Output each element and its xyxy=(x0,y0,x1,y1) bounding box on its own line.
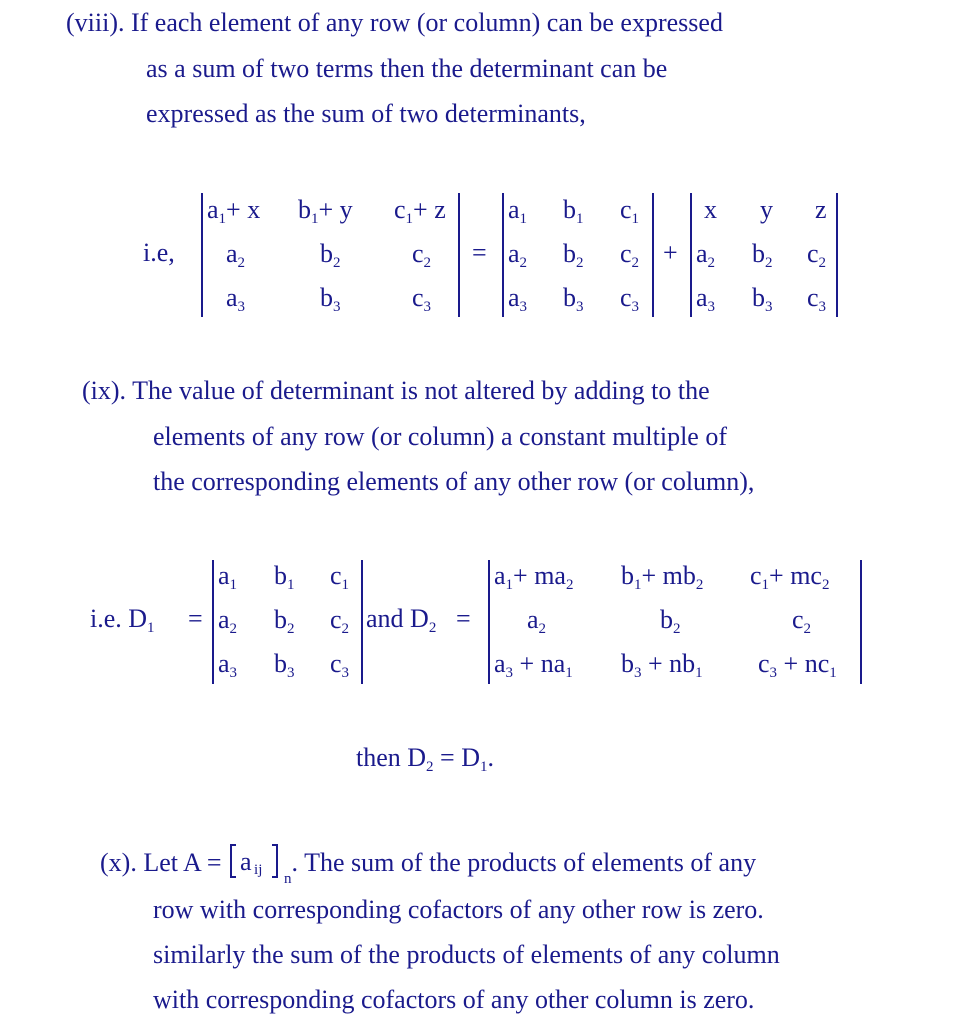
determinant-bar xyxy=(652,193,654,317)
matrix-entry: $a_2$ xyxy=(226,239,246,271)
equals-sign: = xyxy=(188,604,203,633)
matrix-entry: $b_1$ xyxy=(274,561,295,593)
matrix-entry: $b_1$ xyxy=(563,195,584,227)
matrix-entry: $c_2$ xyxy=(620,239,640,271)
matrix-entry: $a_3$ xyxy=(218,649,238,681)
matrix-entry: $b_3 + nb_1$ xyxy=(621,649,703,681)
matrix-entry: $a_3 + na_1$ xyxy=(494,649,573,681)
matrix-entry: $b_2$ xyxy=(752,239,773,271)
equals-sign: = xyxy=(472,238,487,267)
determinant-bar xyxy=(361,560,363,684)
matrix-entry: $a_2$ xyxy=(218,605,238,637)
determinant-bar xyxy=(836,193,838,317)
matrix-entry: $a_2$ xyxy=(508,239,528,271)
determinant-bar xyxy=(860,560,862,684)
matrix-entry: $a_2$ xyxy=(527,605,547,637)
determinant-bar xyxy=(212,560,214,684)
matrix-entry: $c_3 + nc_1$ xyxy=(758,649,837,681)
matrix-entry: $c_3$ xyxy=(807,283,827,315)
matrix-entry: $c_1$ xyxy=(330,561,350,593)
equals-sign: = xyxy=(456,604,471,633)
matrix-entry: $a_1+ ma_2$ xyxy=(494,561,574,593)
matrix-entry: $b_3$ xyxy=(274,649,295,681)
matrix-entry: $a_3$ xyxy=(226,283,246,315)
matrix-entry: $a_1$ xyxy=(218,561,238,593)
matrix-entry: $b_3$ xyxy=(320,283,341,315)
matrix-bracket: a ij xyxy=(228,845,282,881)
matrix-entry: $c_3$ xyxy=(620,283,640,315)
matrix-entry: $c_2$ xyxy=(412,239,432,271)
determinant-bar xyxy=(502,193,504,317)
matrix-entry: $a_1+ x$ xyxy=(207,195,261,227)
ix-line-2: elements of any row (or column) a constant multiple of xyxy=(153,422,728,451)
matrix-entry: z xyxy=(815,195,827,224)
matrix-entry: $b_2$ xyxy=(660,605,681,637)
matrix-entry: $a_1$ xyxy=(508,195,528,227)
matrix-entry: $b_3$ xyxy=(563,283,584,315)
matrix-entry: $c_1+ z$ xyxy=(394,195,446,227)
matrix-entry: $c_1+ mc_2$ xyxy=(750,561,830,593)
matrix-entry: $c_3$ xyxy=(330,649,350,681)
x-line-3: similarly the sum of the products of elements of any column xyxy=(153,940,780,969)
ix-line-3: the corresponding elements of any other row (or column), xyxy=(153,467,755,496)
determinant-bar xyxy=(488,560,490,684)
matrix-entry: $b_1+ y$ xyxy=(298,195,353,227)
matrix-entry: $a_2$ xyxy=(696,239,716,271)
matrix-entry: $a_3$ xyxy=(508,283,528,315)
and-d2-label: and $D_2$ xyxy=(366,604,437,636)
matrix-entry: $b_2$ xyxy=(563,239,584,271)
x-line-2: row with corresponding cofactors of any other row is zero. xyxy=(153,895,764,924)
matrix-entry: $c_2$ xyxy=(807,239,827,271)
viii-line-3: expressed as the sum of two determinants, xyxy=(146,99,586,128)
matrix-entry: $a_3$ xyxy=(696,283,716,315)
matrix-entry: $b_2$ xyxy=(320,239,341,271)
ix-line-1: (ix). The value of determinant is not altered by adding to the xyxy=(82,376,710,405)
matrix-entry: y xyxy=(760,195,773,224)
ie-d1-label: i.e. $D_1$ xyxy=(90,604,155,636)
determinant-bar xyxy=(690,193,692,317)
determinant-bar xyxy=(458,193,460,317)
ie-label: i.e, xyxy=(143,238,175,267)
determinant-bar xyxy=(201,193,203,317)
plus-sign: + xyxy=(663,238,678,267)
x-line-1: (x). Let A = a ij n. The sum of the products of elements of any xyxy=(100,847,757,887)
x-line-4: with corresponding cofactors of any other column is zero. xyxy=(153,985,755,1014)
matrix-entry: $b_3$ xyxy=(752,283,773,315)
matrix-entry: x xyxy=(704,195,717,224)
matrix-entry: $c_3$ xyxy=(412,283,432,315)
matrix-entry: $c_2$ xyxy=(792,605,812,637)
matrix-entry: $b_1+ mb_2$ xyxy=(621,561,704,593)
matrix-entry: $c_2$ xyxy=(330,605,350,637)
viii-line-2: as a sum of two terms then the determinant can be xyxy=(146,54,668,83)
matrix-entry: $c_1$ xyxy=(620,195,640,227)
then-d2-equals-d1: then $D_2 = D_1$. xyxy=(356,743,494,775)
matrix-entry: $b_2$ xyxy=(274,605,295,637)
viii-line-1: (viii). If each element of any row (or column) can be expressed xyxy=(66,8,723,37)
